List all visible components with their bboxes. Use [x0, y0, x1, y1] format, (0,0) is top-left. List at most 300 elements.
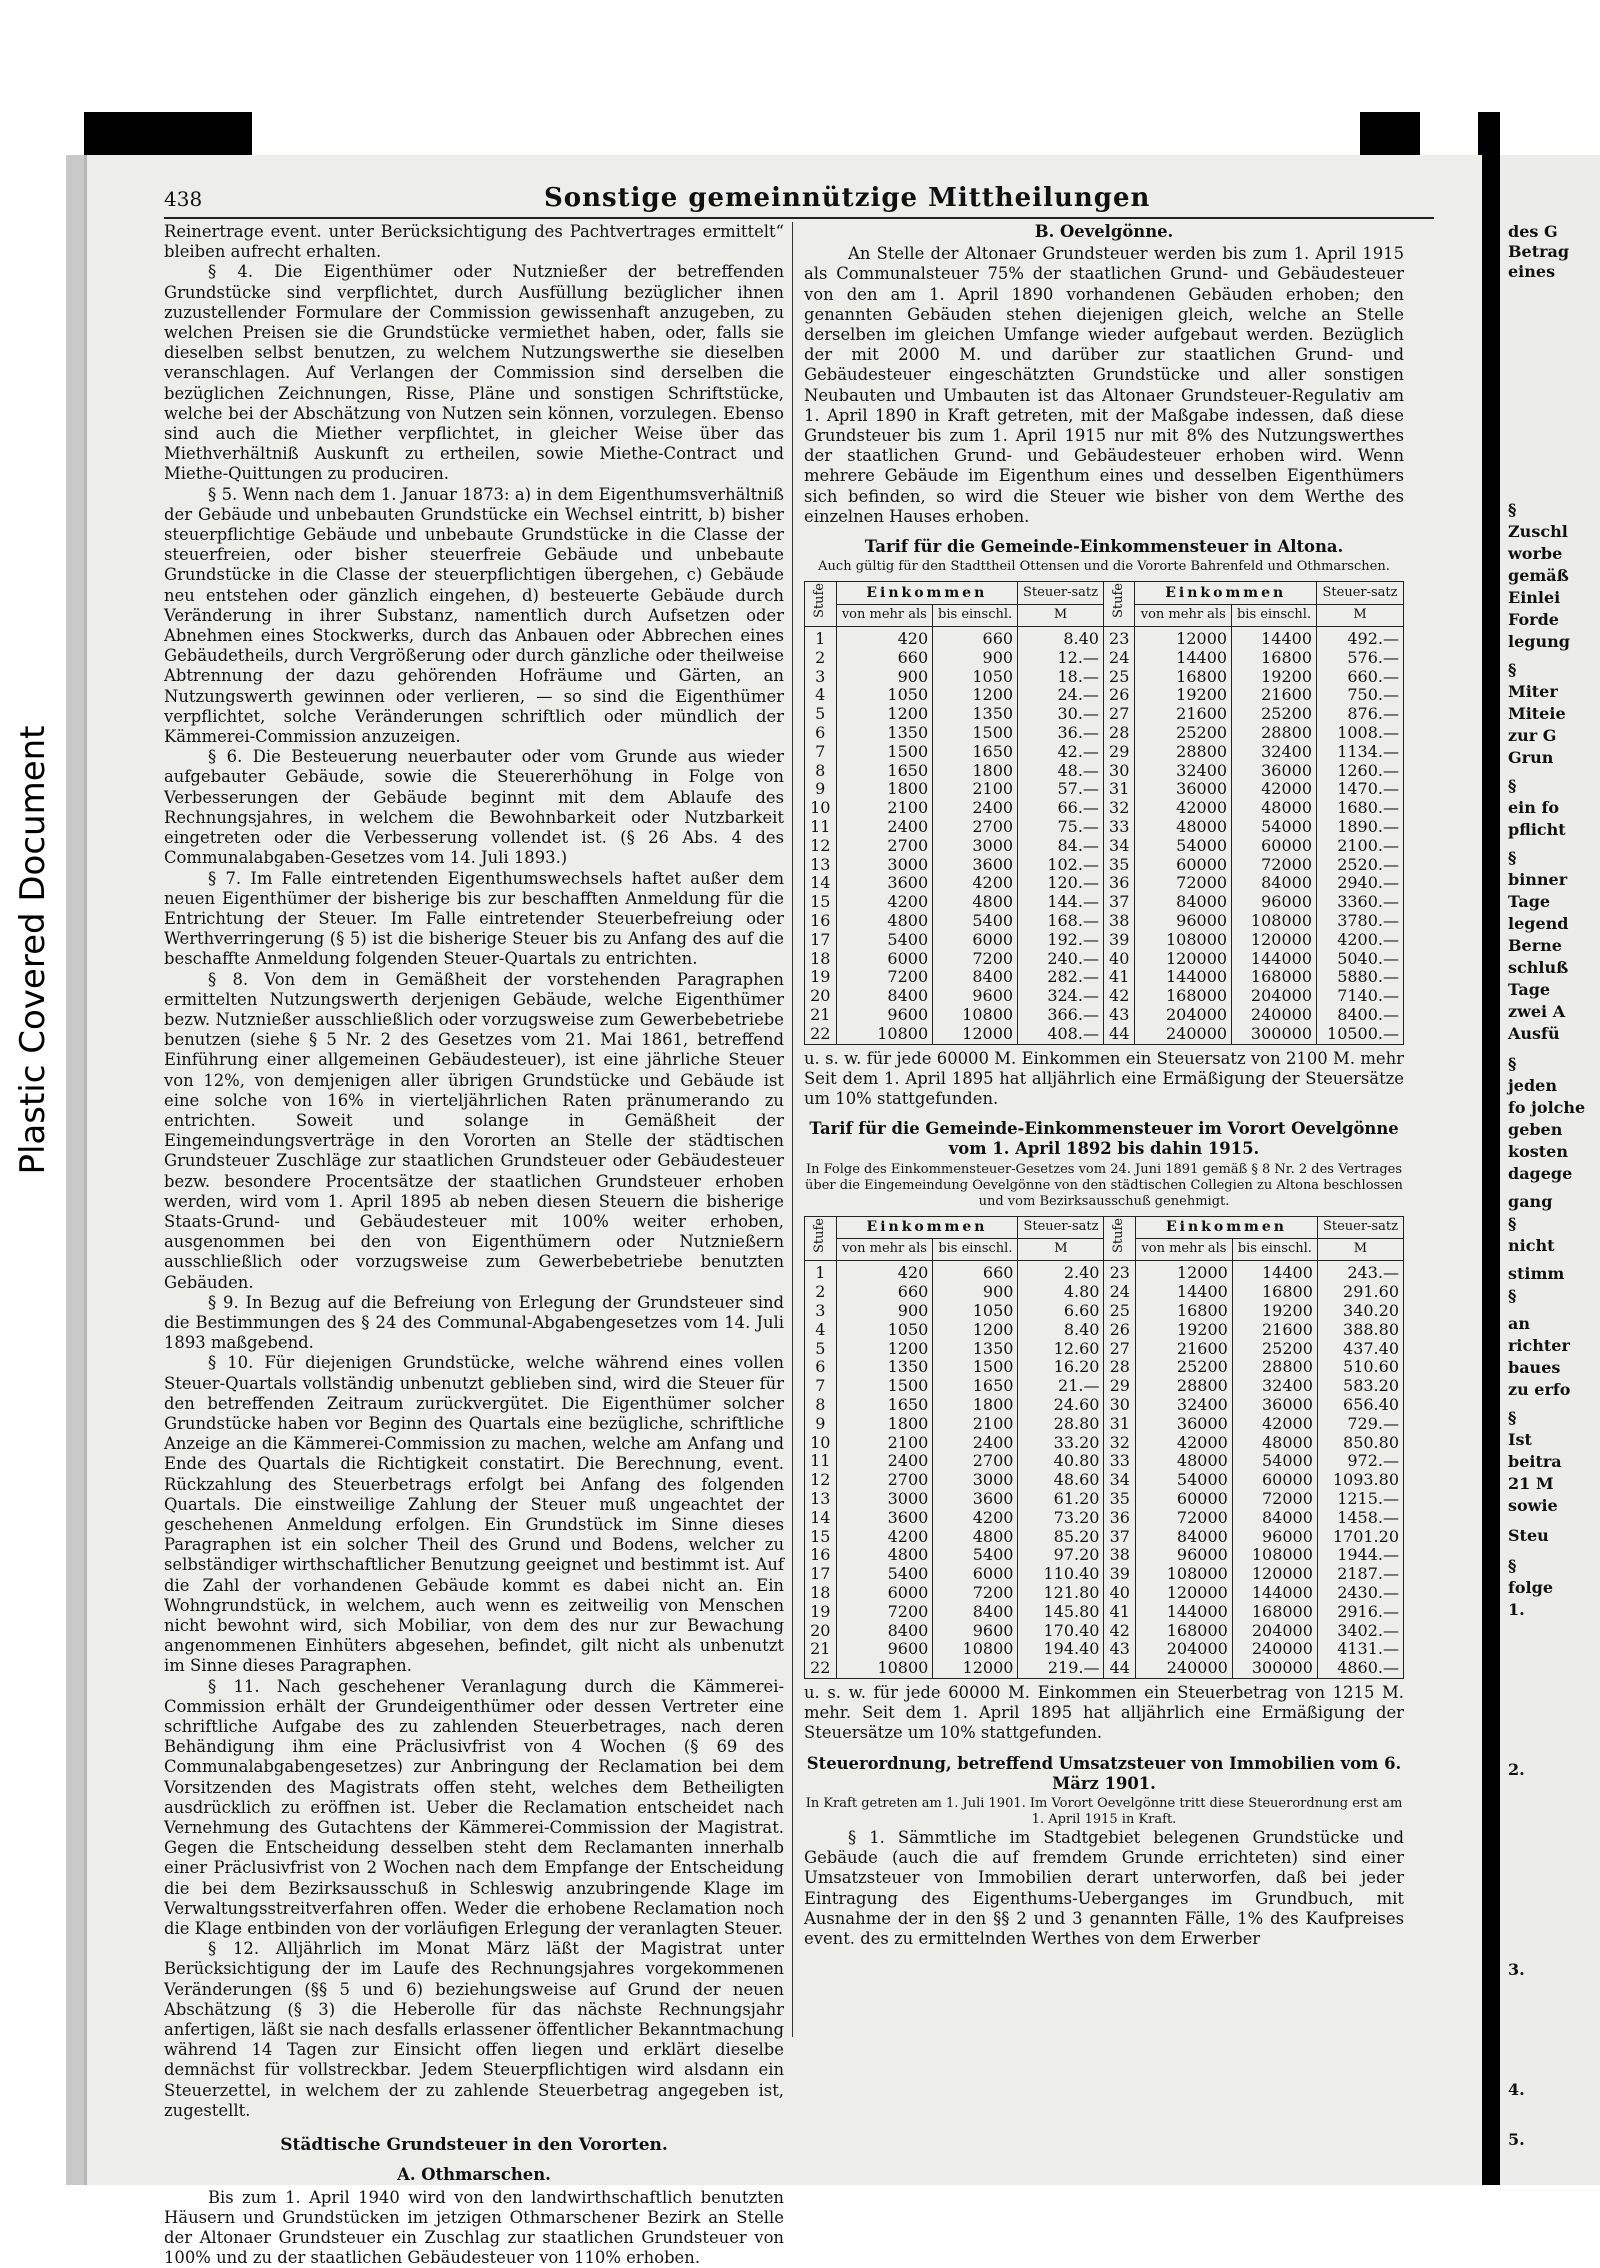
page-number: 438 [164, 187, 202, 211]
table-cell: 1050 [836, 686, 933, 705]
table-cell: 168000 [1232, 968, 1317, 987]
table-cell: 2520.— [1317, 856, 1404, 875]
table-row [805, 1471, 1404, 1490]
fragment-text: Miter [1508, 682, 1558, 702]
table-row [805, 1006, 1404, 1025]
table-cell: 3000 [933, 1471, 1018, 1490]
table-cell: 24 [1104, 1283, 1136, 1302]
fragment-text: 5. [1508, 2130, 1525, 2150]
table-row [805, 1025, 1404, 1044]
paragraph-7: § 7. Im Falle eintretenden Eigenthumswechsels haftet außer dem neuen Eigenthümer der bisherige bis zur beschafften Anmeldung für die Entrichtung der Steuer. Im Falle eintretender Steuerbefreiung oder Werthverringerung (§ 5) ist die bisherige Steuer bis zu Anfang des auf die beschaffte Anmeldung folgenden Steuer-Quartals zu entrichten. [164, 869, 784, 970]
table-cell: 660 [933, 1261, 1018, 1283]
table-cell: 2100.— [1317, 837, 1404, 856]
col-bis-2: bis einschl. [1232, 604, 1317, 626]
table-cell: 168000 [1136, 1622, 1233, 1641]
table-cell: 19200 [1135, 686, 1232, 705]
tarif-oevelgoenne-subtitle: In Folge des Einkommensteuer-Gesetzes vom 24. Juni 1891 gemäß § 8 Nr. 2 des Vertrages über die Eingemeindung Oevelgönne von den städtischen Collegien zu Altona beschlossen und vom Bezirksausschuß genehmigt. [804, 1162, 1404, 1210]
table-cell: 144000 [1136, 1603, 1233, 1622]
table-cell: 204000 [1232, 987, 1317, 1006]
table-cell: 16800 [1232, 1283, 1317, 1302]
right-column [804, 222, 1404, 1949]
table-row [805, 1565, 1404, 1584]
table-cell: 21600 [1232, 686, 1317, 705]
table-cell: 1215.— [1317, 1490, 1403, 1509]
table-cell: 729.— [1317, 1415, 1403, 1434]
table-cell: 144000 [1232, 1584, 1317, 1603]
table-cell: 5400 [836, 1565, 933, 1584]
fragment-text: Miteie [1508, 704, 1566, 724]
table-cell: 576.— [1317, 649, 1404, 668]
table-row [805, 1434, 1404, 1453]
table-cell: 6 [805, 1358, 837, 1377]
table-cell: 4860.— [1317, 1659, 1403, 1678]
table-cell: 204000 [1135, 1006, 1232, 1025]
table-row [805, 1340, 1404, 1359]
table-cell: 1500 [836, 743, 933, 762]
table-row [805, 705, 1404, 724]
table-cell: 340.20 [1317, 1302, 1403, 1321]
table-cell: 1890.— [1317, 818, 1404, 837]
table-cell: 1650 [933, 743, 1018, 762]
table-cell: 120000 [1232, 1565, 1317, 1584]
table-cell: 3360.— [1317, 893, 1404, 912]
table-cell: 9 [805, 780, 837, 799]
table-cell: 102.— [1018, 856, 1104, 875]
table-cell: 388.80 [1317, 1321, 1403, 1340]
paragraph-othmarschen: Bis zum 1. April 1940 wird von den landwirthschaftlich benutzten Häusern und Grundstücken im jetzigen Othmarschener Bezirk an Stelle der Altonaer Grundsteuer ein Zuschlag zur staatlichen Grundsteuer von 100% und zu der staatlichen Gebäudesteuer von 110% erhoben. [164, 2188, 784, 2268]
fragment-text: worbe [1508, 544, 1562, 564]
table-cell: 900 [836, 668, 933, 687]
table-cell: 42 [1104, 1622, 1136, 1641]
table-cell: 13 [805, 1490, 837, 1509]
col-von: von mehr als [836, 604, 933, 626]
table-cell: 19200 [1232, 1302, 1317, 1321]
paragraph-12: § 12. Alljährlich im Monat März läßt der Magistrat unter Berücksichtigung der im Laufe des Rechnungsjahres vorgekommenen Veränderungen (§§ 5 und 6) beziehungsweise auf Grund der neuen Abschätzung (§ 3) die Heberolle für das nächste Rechnungsjahr anfertigen, läßt sie nach desfalls erlassener öffentlicher Bekanntmachung während 14 Tagen zur Einsicht offen liegen und erklärt dieselbe demnächst für vollstreckbar. Jedem Steuerpflichtigen wird alsdann ein Steuerzettel, in welchem der zu zahlende Steuerbetrag angegeben ist, zugestellt. [164, 1939, 784, 2121]
table-cell: 36 [1103, 874, 1135, 893]
table-cell: 3600 [933, 856, 1018, 875]
table-cell: 84000 [1232, 1509, 1317, 1528]
table-cell: 1500 [933, 724, 1018, 743]
table-cell: 1350 [836, 1358, 933, 1377]
col-bis-2: bis einschl. [1232, 1239, 1317, 1261]
table-cell: 84000 [1135, 893, 1232, 912]
col-einkommen-2: Einkommen [1136, 1216, 1318, 1238]
table-cell: 27 [1103, 705, 1135, 724]
table-cell: 4800 [933, 893, 1018, 912]
table-cell: 33 [1103, 818, 1135, 837]
paragraph-10: § 10. Für diejenigen Grundstücke, welche während eines vollen Steuer-Quartals vollständig unbenutzt geblieben sind, wird die Steuer für den betreffenden Zeitraum zurückvergütet. Die Eigenthümer solcher Grundstücke haben vor Beginn des Quartals eine bezügliche, schriftliche Anzeige an die Kämmerei-Commission zu machen, welche am Anfang und Ende des Quartals die Richtigkeit constatirt. Die Berechnung, event. Rückzahlung des Steuerbetrags erfolgt bei Anfang des folgenden Quartals. Die einstweilige Zahlung der Steuer muß ungeachtet der geschehenen Anmeldung erfolgen. Ein Grundstück im Sinne dieses Paragraphen ist ein solcher Theil des Grund und Bodens, welcher zu selbständiger wirthschaftlicher Benutzung geeignet und bestimmt ist. Auf die Zahl der vorhandenen Gebäude kommt es dabei nicht an. Ein Wohngrundstück, in welchem, auch wenn es zeitweilig von Menschen nicht bewohnt wird, sich Mobiliar, von dem des nur zur Bewachung angenommenen Einhüters abgesehen, befindet, gilt nicht als unbenutzt im Sinne dieses Paragraphen. [164, 1353, 784, 1676]
table-cell: 108000 [1135, 931, 1232, 950]
table-cell: 12000 [933, 1025, 1018, 1044]
table-cell: 240000 [1136, 1659, 1233, 1678]
fragment-text: Forde [1508, 610, 1559, 630]
table-row [805, 649, 1404, 668]
table-cell: 8 [805, 762, 837, 781]
table-row [805, 1396, 1404, 1415]
table-cell: 21600 [1136, 1340, 1233, 1359]
col-mark-2: M [1317, 604, 1404, 626]
table-row [805, 743, 1404, 762]
table-cell: 25200 [1232, 705, 1317, 724]
table-cell: 4800 [836, 1546, 933, 1565]
col-einkommen: Einkommen [836, 1216, 1018, 1238]
table-cell: 73.20 [1018, 1509, 1104, 1528]
table-cell: 29 [1104, 1377, 1136, 1396]
table-cell: 5400 [933, 1546, 1018, 1565]
table-cell: 23 [1103, 627, 1135, 649]
table-cell: 168000 [1232, 1603, 1317, 1622]
table-cell: 32400 [1232, 743, 1317, 762]
table-cell: 282.— [1018, 968, 1104, 987]
table-cell: 15 [805, 893, 837, 912]
table-cell: 1050 [836, 1321, 933, 1340]
table-cell: 1200 [836, 705, 933, 724]
table-cell: 20 [805, 1622, 837, 1641]
table-cell: 5400 [836, 931, 933, 950]
table-cell: 1134.— [1317, 743, 1404, 762]
fragment-text: an [1508, 1314, 1530, 1334]
fragment-text: Ist [1508, 1430, 1532, 1450]
table-cell: 66.— [1018, 799, 1104, 818]
table-cell: 168.— [1018, 912, 1104, 931]
table-row [805, 1321, 1404, 1340]
table-cell: 660 [933, 627, 1018, 649]
table-cell: 39 [1103, 931, 1135, 950]
table-row [805, 1415, 1404, 1434]
table-cell: 42000 [1135, 799, 1232, 818]
table-cell: 27 [1104, 1340, 1136, 1359]
table-row [805, 1603, 1404, 1622]
table-cell: 12000 [1135, 627, 1232, 649]
col-steuersatz: Steuer-satz [1018, 582, 1104, 604]
table-cell: 6 [805, 724, 837, 743]
table-cell: 30 [1104, 1396, 1136, 1415]
table-row [805, 1452, 1404, 1471]
page-edge-left [66, 155, 84, 2185]
fragment-text: ein fo [1508, 798, 1559, 818]
table-cell: 30.— [1018, 705, 1104, 724]
table-cell: 7 [805, 743, 837, 762]
table-cell: 2400 [836, 1452, 933, 1471]
table-cell: 1 [805, 627, 837, 649]
table-cell: 8400 [836, 987, 933, 1006]
table-cell: 2400 [933, 1434, 1018, 1453]
fragment-text: eines [1508, 262, 1555, 282]
fragment-text: Grun [1508, 748, 1553, 768]
table-cell: 240000 [1232, 1006, 1317, 1025]
table-cell: 25200 [1135, 724, 1232, 743]
paragraph-0: Reinertrage event. unter Berücksichtigung des Pachtvertrages ermittelt“ bleiben aufrecht erhalten. [164, 222, 784, 262]
table-cell: 660 [836, 1283, 933, 1302]
table-cell: 96000 [1232, 893, 1317, 912]
table-cell: 60000 [1136, 1490, 1233, 1509]
col-mark: M [1018, 1239, 1104, 1261]
paragraph-9: § 9. In Bezug auf die Befreiung von Erlegung der Grundsteuer sind die Bestimmungen des § 24 des Communal-Abgabengesetzes vom 14. Juli 1893 maßgebend. [164, 1293, 784, 1354]
steuerordnung-paragraph-1: § 1. Sämmtliche im Stadtgebiet belegenen Grundstücke und Gebäude (auch die auf fremdem Grunde errichteten) sind einer Umsatzsteuer von Immobilien derart unterworfen, daß bei jeder Eintragung des Eigenthums-Ueberganges im Grundbuch, mit Ausnahme der in den §§ 2 und 3 genannten Fälle, 1% des Kaufpreises event. des zu ermittelnden Werthes von dem Erwerber [804, 1828, 1404, 1949]
table-cell: 194.40 [1018, 1640, 1104, 1659]
table-cell: 22 [805, 1659, 837, 1678]
fragment-text: pflicht [1508, 820, 1566, 840]
table-cell: 7200 [933, 950, 1018, 969]
table-cell: 192.— [1018, 931, 1104, 950]
table-cell: 21 [805, 1640, 837, 1659]
table-cell: 33 [1104, 1452, 1136, 1471]
table-cell: 3000 [933, 837, 1018, 856]
table-cell: 43 [1103, 1006, 1135, 1025]
table-cell: 2.40 [1018, 1261, 1104, 1283]
table-cell: 1800 [836, 780, 933, 799]
table-cell: 660.— [1317, 668, 1404, 687]
table-cell: 37 [1104, 1528, 1136, 1547]
table-cell: 170.40 [1018, 1622, 1104, 1641]
table-cell: 60000 [1232, 1471, 1317, 1490]
table-cell: 583.20 [1317, 1377, 1403, 1396]
table-cell: 22 [805, 1025, 837, 1044]
fragment-text: jeden [1508, 1076, 1557, 1096]
col-steuersatz: Steuer-satz [1018, 1216, 1104, 1238]
table-cell: 72000 [1136, 1509, 1233, 1528]
paragraph-11: § 11. Nach geschehener Veranlagung durch die Kämmerei-Commission erhält der Grundeigenthümer oder dessen Vertreter eine schriftliche Aufgabe des zu zahlenden Steuerbetrages, nach deren Behändigung ihm eine Präclusivfrist von 4 Wochen (§ 69 des Communalabgabengesetzes) zur Anbringung der Reclamation bei dem Vorsitzenden des Magistrats offen steht, welches dem Betheiligten ausdrücklich zu eröffnen ist. Ueber die Reclamation entscheidet nach Vernehmung des Gutachtens der Kämmerei-Commission der Magistrat. Gegen die Entscheidung desselben steht dem Reclamanten innerhalb einer Präclusivfrist von 2 Wochen nach dem Empfange der Entscheidung die bei dem Bezirksausschuß in Schleswig anzubringende Klage im Verwaltungsstreitverfahren offen. Weder die erhobene Reclamation noch die Klage entbinden von der vorläufigen Erlegung der veranlagten Steuer. [164, 1677, 784, 1940]
table-cell: 42000 [1232, 780, 1317, 799]
table-cell: 36000 [1232, 1396, 1317, 1415]
fragment-text: legung [1508, 632, 1570, 652]
table-row [805, 893, 1404, 912]
table-cell: 54000 [1232, 1452, 1317, 1471]
table-cell: 1800 [836, 1415, 933, 1434]
fragment-text: schluß [1508, 958, 1568, 978]
table-cell: 168000 [1135, 987, 1232, 1006]
table-row [805, 1622, 1404, 1641]
fragment-text: Zuschl [1508, 522, 1568, 542]
table-cell: 240000 [1135, 1025, 1232, 1044]
table-cell: 19200 [1136, 1321, 1233, 1340]
col-von: von mehr als [836, 1239, 933, 1261]
table-row [805, 724, 1404, 743]
table-cell: 96000 [1135, 912, 1232, 931]
fragment-text: Tage [1508, 980, 1550, 1000]
fragment-text: § [1508, 848, 1516, 868]
table-cell: 1650 [836, 762, 933, 781]
table-cell: 2700 [933, 818, 1018, 837]
col-stufe-2: Stufe [1103, 582, 1135, 627]
table-row [805, 1528, 1404, 1547]
table-cell: 3780.— [1317, 912, 1404, 931]
col-steuersatz-2: Steuer-satz [1317, 582, 1404, 604]
table-cell: 10 [805, 1434, 837, 1453]
table-cell: 25200 [1232, 1340, 1317, 1359]
table-row [805, 1659, 1404, 1678]
table-cell: 7200 [836, 968, 933, 987]
table-cell: 84000 [1136, 1528, 1233, 1547]
table-cell: 21.— [1018, 1377, 1104, 1396]
table-cell: 61.20 [1018, 1490, 1104, 1509]
fragment-text: § [1508, 1556, 1516, 1576]
table-cell: 1470.— [1317, 780, 1404, 799]
header-rule [164, 217, 1434, 219]
table-cell: 4200 [933, 1509, 1018, 1528]
table-cell: 85.20 [1018, 1528, 1104, 1547]
table-cell: 10800 [933, 1640, 1018, 1659]
fragment-text: gang [1508, 1192, 1552, 1212]
table-cell: 2400 [836, 818, 933, 837]
table-cell: 1650 [933, 1377, 1018, 1396]
table-cell: 36.— [1018, 724, 1104, 743]
table-cell: 11 [805, 1452, 837, 1471]
column-divider [792, 222, 793, 2037]
table-cell: 28 [1103, 724, 1135, 743]
fragment-text: geben [1508, 1120, 1562, 1140]
table-cell: 240.— [1018, 950, 1104, 969]
table-cell: 16.20 [1018, 1358, 1104, 1377]
table-cell: 72000 [1232, 1490, 1317, 1509]
fragment-text: 1. [1508, 1600, 1525, 1620]
table-cell: 2430.— [1317, 1584, 1403, 1603]
table-cell: 21600 [1135, 705, 1232, 724]
table-row [805, 968, 1404, 987]
table-cell: 1093.80 [1317, 1471, 1403, 1490]
table-cell: 3600 [836, 1509, 933, 1528]
table-cell: 35 [1104, 1490, 1136, 1509]
col-stufe: Stufe [805, 582, 837, 627]
page-header [164, 183, 1434, 219]
col-von-2: von mehr als [1135, 604, 1232, 626]
table-row [805, 762, 1404, 781]
scan-border-top-left [84, 112, 252, 157]
table-cell: 28800 [1232, 1358, 1317, 1377]
table-cell: 24 [1103, 649, 1135, 668]
table-cell: 18.— [1018, 668, 1104, 687]
table-cell: 204000 [1232, 1622, 1317, 1641]
table-cell: 900 [933, 1283, 1018, 1302]
table-cell: 900 [836, 1302, 933, 1321]
table-cell: 876.— [1317, 705, 1404, 724]
col-bis: bis einschl. [933, 1239, 1018, 1261]
fragment-text: 3. [1508, 1960, 1525, 1980]
table-cell: 420 [836, 1261, 933, 1283]
table-cell: 12 [805, 1471, 837, 1490]
table-cell: 15 [805, 1528, 837, 1547]
fragment-text: Tage [1508, 892, 1550, 912]
table-cell: 1350 [933, 705, 1018, 724]
table-cell: 750.— [1317, 686, 1404, 705]
col-einkommen-2: Einkommen [1135, 582, 1317, 604]
tarif-oevelgoenne-title: Tarif für die Gemeinde-Einkommensteuer im Vorort Oevelgönne vom 1. April 1892 bis dahin 1915. [804, 1119, 1404, 1159]
table-cell: 37 [1103, 893, 1135, 912]
table-cell: 850.80 [1317, 1434, 1403, 1453]
table-cell: 121.80 [1018, 1584, 1104, 1603]
table-cell: 16800 [1136, 1302, 1233, 1321]
table-cell: 366.— [1018, 1006, 1104, 1025]
table-cell: 5 [805, 705, 837, 724]
table-cell: 656.40 [1317, 1396, 1403, 1415]
table-cell: 84.— [1018, 837, 1104, 856]
table-cell: 408.— [1018, 1025, 1104, 1044]
table-cell: 10800 [933, 1006, 1018, 1025]
table-cell: 108000 [1232, 912, 1317, 931]
table-cell: 2940.— [1317, 874, 1404, 893]
table-cell: 145.80 [1018, 1603, 1104, 1622]
table-cell: 2400 [933, 799, 1018, 818]
table-cell: 40 [1103, 950, 1135, 969]
fragment-text: Ausfü [1508, 1024, 1560, 1044]
table-cell: 3 [805, 1302, 837, 1321]
fragment-text: baues [1508, 1358, 1560, 1378]
table-cell: 12.60 [1018, 1340, 1104, 1359]
table-cell: 4200 [836, 1528, 933, 1547]
table-cell: 38 [1104, 1546, 1136, 1565]
fragment-text: zwei A [1508, 1002, 1565, 1022]
table-row [805, 837, 1404, 856]
col-stufe: Stufe [805, 1216, 837, 1261]
table-row [805, 1640, 1404, 1659]
table-cell: 324.— [1018, 987, 1104, 1006]
table-cell: 7200 [933, 1584, 1018, 1603]
table-row [805, 1546, 1404, 1565]
table-cell: 26 [1104, 1321, 1136, 1340]
table-cell: 13 [805, 856, 837, 875]
table-cell: 120.— [1018, 874, 1104, 893]
table-cell: 19 [805, 1603, 837, 1622]
table-row [805, 1509, 1404, 1528]
table-cell: 420 [836, 627, 933, 649]
table-cell: 4 [805, 1321, 837, 1340]
table-cell: 42000 [1136, 1434, 1233, 1453]
section-heading: Städtische Grundsteuer in den Vororten. [164, 2135, 784, 2155]
table-cell: 144000 [1135, 968, 1232, 987]
table-cell: 1050 [933, 668, 1018, 687]
table-row [805, 686, 1404, 705]
table-cell: 240000 [1232, 1640, 1317, 1659]
fragment-text: kosten [1508, 1142, 1568, 1162]
col-mark-2: M [1317, 1239, 1403, 1261]
table-cell: 14400 [1135, 649, 1232, 668]
fragment-text: Betrag [1508, 242, 1569, 262]
table-cell: 5040.— [1317, 950, 1404, 969]
table-cell: 14400 [1232, 1261, 1317, 1283]
table-cell: 510.60 [1317, 1358, 1403, 1377]
table-cell: 32 [1103, 799, 1135, 818]
table-row [805, 950, 1404, 969]
table-cell: 972.— [1317, 1452, 1403, 1471]
table-cell: 1500 [933, 1358, 1018, 1377]
table-cell: 2100 [836, 799, 933, 818]
tarif-altona-title: Tarif für die Gemeinde-Einkommensteuer in Altona. [804, 537, 1404, 557]
table-cell: 3600 [933, 1490, 1018, 1509]
table-row [805, 627, 1404, 649]
table-cell: 8 [805, 1396, 837, 1415]
table-cell: 40 [1104, 1584, 1136, 1603]
table-cell: 17 [805, 931, 837, 950]
table-cell: 900 [933, 649, 1018, 668]
table-cell: 300000 [1232, 1659, 1317, 1678]
fragment-text: § [1508, 1214, 1516, 1234]
table-cell: 16800 [1232, 649, 1317, 668]
table-cell: 7 [805, 1377, 837, 1396]
table-cell: 6.60 [1018, 1302, 1104, 1321]
fragment-text: § [1508, 1408, 1516, 1428]
table-cell: 60000 [1232, 837, 1317, 856]
tarif-altona-table [804, 581, 1404, 1044]
table-cell: 1050 [933, 1302, 1018, 1321]
table-cell: 492.— [1317, 627, 1404, 649]
table-cell: 5400 [933, 912, 1018, 931]
table-cell: 24.— [1018, 686, 1104, 705]
fragment-text: legend [1508, 914, 1568, 934]
table-cell: 48000 [1135, 818, 1232, 837]
table-cell: 16 [805, 912, 837, 931]
table-cell: 8.40 [1018, 627, 1104, 649]
fragment-text: § [1508, 660, 1516, 680]
